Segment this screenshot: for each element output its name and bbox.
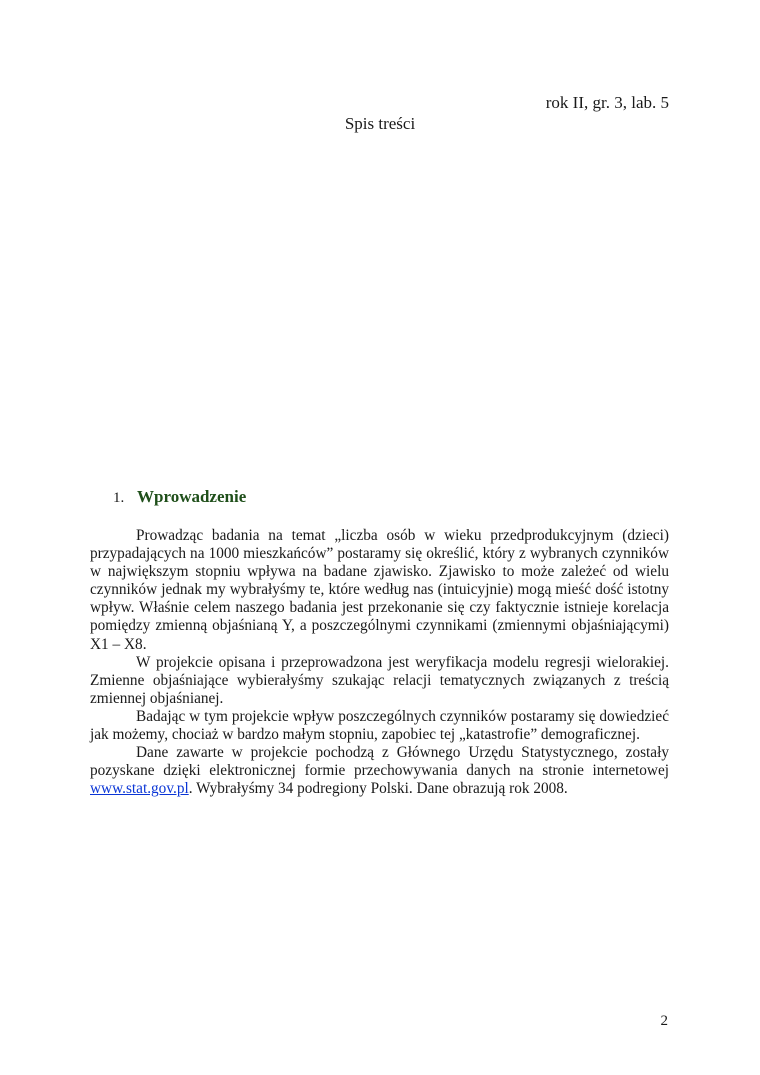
page-number: 2 [660,1013,668,1029]
paragraph-intro: Prowadząc badania na temat „liczba osób w wieku przedprodukcyjnym (dzieci) przypadających na 1000 mieszkańców” postaramy się określić, który z wybranych czynników w największym stopniu wpływa na badane zjawisko. Zjawisko to może zależeć od wielu czynników jednak my wybrałyśmy te, które według nas (intuicyjnie) mogą mieść dość istotny wpływ. Właśnie celem naszego badania jest przekonanie się czy faktycznie istnieje korelacja pomiędzy zmienną objaśnianą Y, a poszczególnymi czynnikami (zmiennymi objaśniającymi) X1 – X8. [90,527,669,653]
paragraph-source-tail: . Wybrałyśmy 34 podregiony Polski. Dane obrazują rok 2008. [188,780,568,798]
group-info: rok II, gr. 3, lab. 5 [545,93,669,112]
table-of-contents-title: Spis treści [344,114,416,133]
paragraph-goal: Badając w tym projekcie wpływ poszczególnych czynników postaramy się dowiedzieć jak możemy, chociaż w bardzo małym stopniu, zapobiec tej „katastrofie” demograficznej. [90,707,669,744]
section-heading [113,487,246,508]
source-link[interactable]: www.stat.gov.pl [90,780,189,798]
paragraph-method: W projekcie opisana i przeprowadzona jest weryfikacja modelu regresji wielorakiej. Zmienne objaśniające wybierałyśmy szukając relacji tematycznych związanych z treścią zmiennej objaśnianej. [90,653,669,707]
section-number: 1. [113,490,125,506]
paragraph-source [90,744,669,798]
section-body [90,527,669,798]
section-title: Wprowadzenie [137,487,247,506]
paragraph-source-text: Dane zawarte w projekcie pochodzą z Głównego Urzędu Statystycznego, zostały pozyskane dzięki elektronicznej formie przechowywania danych na stronie internetowej [90,744,669,780]
